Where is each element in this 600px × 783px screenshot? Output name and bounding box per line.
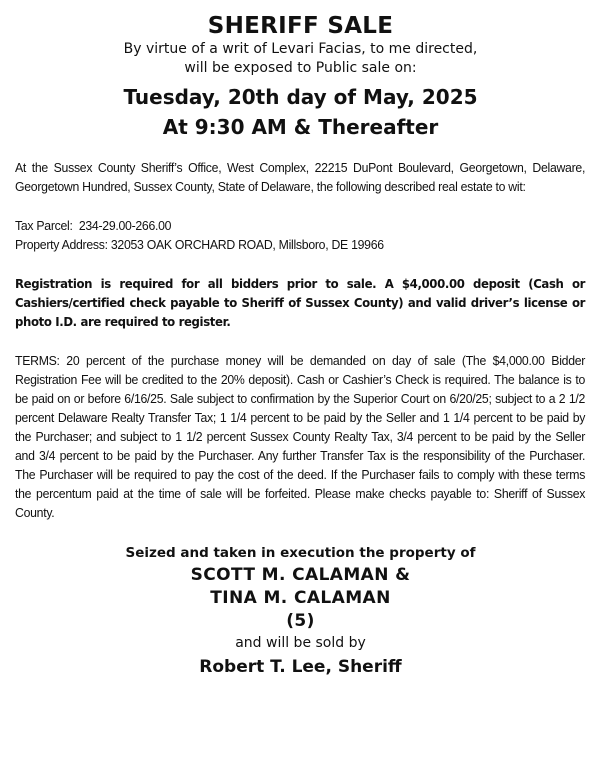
property-details	[15, 216, 585, 254]
defendant-name-1: SCOTT M. CALAMAN &	[190, 565, 411, 585]
sheriff-name: Robert T. Lee, Sheriff	[199, 657, 402, 677]
spacer	[15, 254, 586, 274]
intro-line-1: By virtue of a writ of Levari Facias, to me directed,	[123, 41, 478, 57]
notice-title: SHERIFF SALE	[207, 13, 394, 39]
registration-paragraph: Registration is required for all bidders prior to sale. A $4,000.00 deposit (Cash or Cashiers/certified check payable to Sheriff of Sussex County) and valid driver’s license or photo I.D. are required to register.	[15, 276, 586, 329]
property-address: Property Address: 32053 OAK ORCHARD ROAD, Millsboro, DE 19966	[15, 237, 384, 252]
defendant-name-2: TINA M. CALAMAN	[210, 588, 391, 608]
sale-date: Tuesday, 20th day of May, 2025	[123, 85, 478, 109]
terms-paragraph: TERMS: 20 percent of the purchase money will be demanded on day of sale (The $4,000.00 Bidder Registration Fee will be credited to the 20% deposit). Cash or Cashier’s Check is required. The balance is to be paid on or before 6/16/25. Sale subject to confirmation by the Superior Court on 6/20/25; subject to a 2 1/2 percent Delaware Realty Transfer Tax; 1 1/4 percent to be paid by the Seller and 1 1/4 percent to be paid by the Purchaser; and subject to 1 1/2 percent Sussex County Realty Tax, 3/4 percent to be paid by the Seller and 3/4 percent to be paid by the Purchaser. Any further Transfer Tax is the responsibility of the Purchaser. The Purchaser will be required to pay the cost of the deed. If the Purchaser fails to comply with these terms the percentum paid at the time of sale will be forfeited. Please make checks payable to: Sheriff of Sussex County.	[15, 353, 586, 520]
tax-parcel: Tax Parcel: 234-29.00-266.00	[15, 218, 172, 233]
sheriff-sale-notice	[0, 12, 600, 783]
sold-by-text: and will be sold by	[235, 635, 366, 651]
spacer	[15, 196, 586, 216]
sale-time: At 9:30 AM & Thereafter	[162, 115, 439, 139]
spacer	[15, 331, 586, 351]
notice-intro	[15, 40, 586, 78]
seized-statement: Seized and taken in execution the property of	[125, 545, 476, 561]
case-number: (5)	[286, 611, 315, 631]
intro-line-2: will be exposed to Public sale on:	[184, 60, 417, 76]
sale-location-paragraph: At the Sussex County Sheriff’s Office, West Complex, 22215 DuPont Boulevard, Georgetown, Delaware, Georgetown Hundred, Sussex County, State of Delaware, the following described real estate to wit:	[15, 160, 586, 194]
